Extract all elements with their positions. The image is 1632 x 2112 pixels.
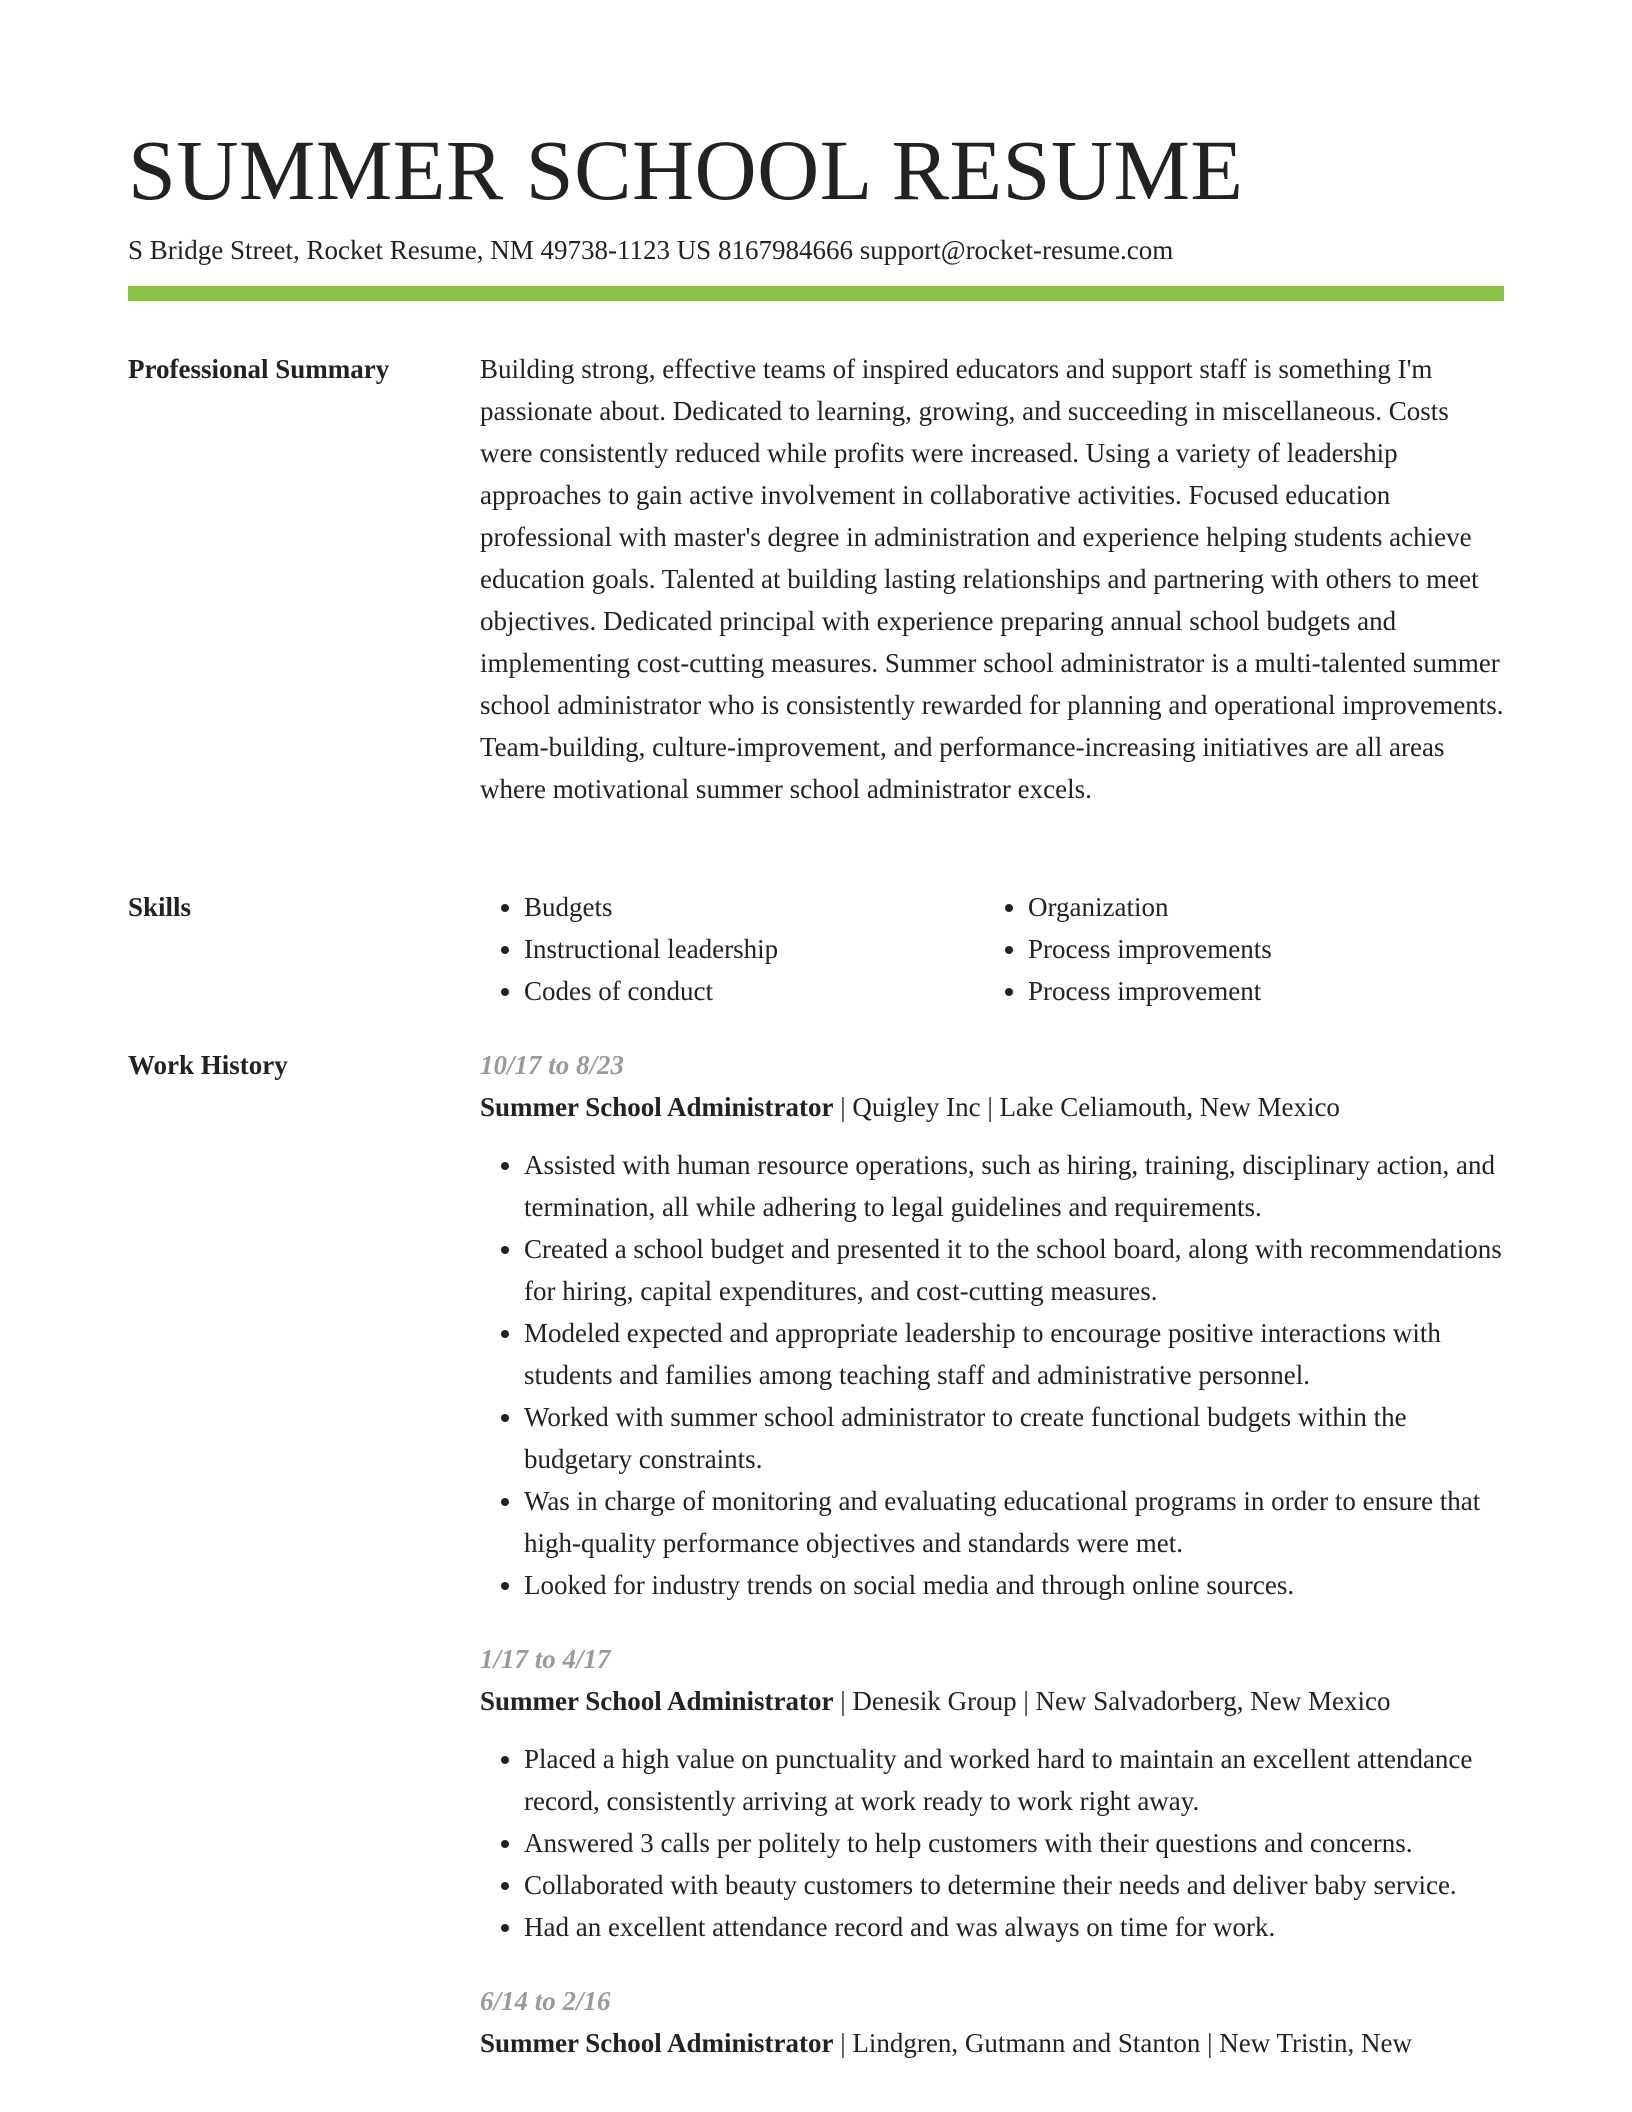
- work-history-heading: Work History: [128, 1050, 288, 1080]
- job-bullet: • Placed a high value on punctuality and worked hard to maintain an excellent attendance record, consistently arriving at work ready to work right away.: [524, 1738, 1504, 1822]
- job-dates: 10/17 to 8/23: [480, 1050, 625, 1080]
- job-bullet: • Worked with summer school administrator to create functional budgets within the budgetary constraints.: [524, 1396, 1504, 1480]
- job-bullets: [480, 1144, 1504, 1606]
- job-details: | Quigley Inc | Lake Celiamouth, New Mexico: [833, 1092, 1340, 1122]
- job-title-line: [480, 2022, 1504, 2064]
- job-entry: [480, 1638, 1504, 1948]
- contact-info: S Bridge Street, Rocket Resume, NM 49738-1123 US 8167984666 support@rocket-resume.com: [128, 235, 1174, 265]
- job-title: Summer School Administrator: [480, 1092, 834, 1122]
- job-bullet: • Had an excellent attendance record and was always on time for work.: [524, 1906, 1504, 1948]
- job-bullet: • Modeled expected and appropriate leadership to encourage positive interactions with students and families among teaching staff and administrative personnel.: [524, 1312, 1504, 1396]
- skills-list-left: [480, 886, 984, 1012]
- job-dates: 1/17 to 4/17: [480, 1644, 611, 1674]
- skills-grid: [480, 886, 1504, 1012]
- skill-item: • Process improvement: [1028, 970, 1488, 1012]
- job-title-line: [480, 1680, 1504, 1722]
- summary-heading: Professional Summary: [128, 354, 390, 384]
- skill-item: • Process improvements: [1028, 928, 1488, 970]
- skills-heading: Skills: [128, 892, 192, 922]
- job-bullet: • Answered 3 calls per politely to help customers with their questions and concerns.: [524, 1822, 1504, 1864]
- summary-text: Building strong, effective teams of inspired educators and support staff is something I'm passionate about. Dedicated to learning, growing, and succeeding in miscellaneous. Costs were consistently reduced while profits were increased. Using a variety of leadership approaches to gain active involvement in collaborative activities. Focused education professional with master's degree in administration and experience helping students achieve education goals. Talented at building lasting relationships and partnering with others to meet objectives. Dedicated principal with experience preparing annual school budgets and implementing cost-cutting measures. Summer school administrator is a multi-talented summer school administrator who is consistently rewarded for planning and operational improvements. Team-building, culture-improvement, and performance-increasing initiatives are all areas where motivational summer school administrator excels.: [480, 354, 1504, 804]
- job-entry: [480, 1044, 1504, 1606]
- skill-item: • Budgets: [524, 886, 984, 928]
- skill-item: • Codes of conduct: [524, 970, 984, 1012]
- job-title: Summer School Administrator: [480, 1686, 834, 1716]
- job-title: Summer School Administrator: [480, 2028, 834, 2058]
- job-bullet: • Collaborated with beauty customers to determine their needs and deliver baby service.: [524, 1864, 1504, 1906]
- summary-body: [480, 348, 1504, 810]
- job-details: | Denesik Group | New Salvadorberg, New Mexico: [833, 1686, 1391, 1716]
- job-details: | Lindgren, Gutmann and Stanton | New Tristin, New: [833, 2028, 1413, 2058]
- job-entry: [480, 1980, 1504, 2064]
- skill-item: • Instructional leadership: [524, 928, 984, 970]
- skills-body: [480, 886, 1504, 1012]
- skill-item: • Organization: [1028, 886, 1488, 928]
- job-bullet: • Looked for industry trends on social media and through online sources.: [524, 1564, 1504, 1606]
- resume-name: SUMMER SCHOOL RESUME: [128, 122, 1244, 218]
- job-bullet: • Was in charge of monitoring and evaluating educational programs in order to ensure that high-quality performance objectives and standards were met.: [524, 1480, 1504, 1564]
- job-title-line: [480, 1086, 1504, 1128]
- job-bullet: • Created a school budget and presented it to the school board, along with recommendations for hiring, capital expenditures, and cost-cutting measures.: [524, 1228, 1504, 1312]
- job-bullets: [480, 1738, 1504, 1948]
- skills-list-right: [984, 886, 1488, 1012]
- accent-divider: [128, 286, 1504, 301]
- work-history-body: [480, 1044, 1504, 2096]
- job-bullet: • Assisted with human resource operations, such as hiring, training, disciplinary action, and termination, all while adhering to legal guidelines and requirements.: [524, 1144, 1504, 1228]
- job-dates: 6/14 to 2/16: [480, 1986, 611, 2016]
